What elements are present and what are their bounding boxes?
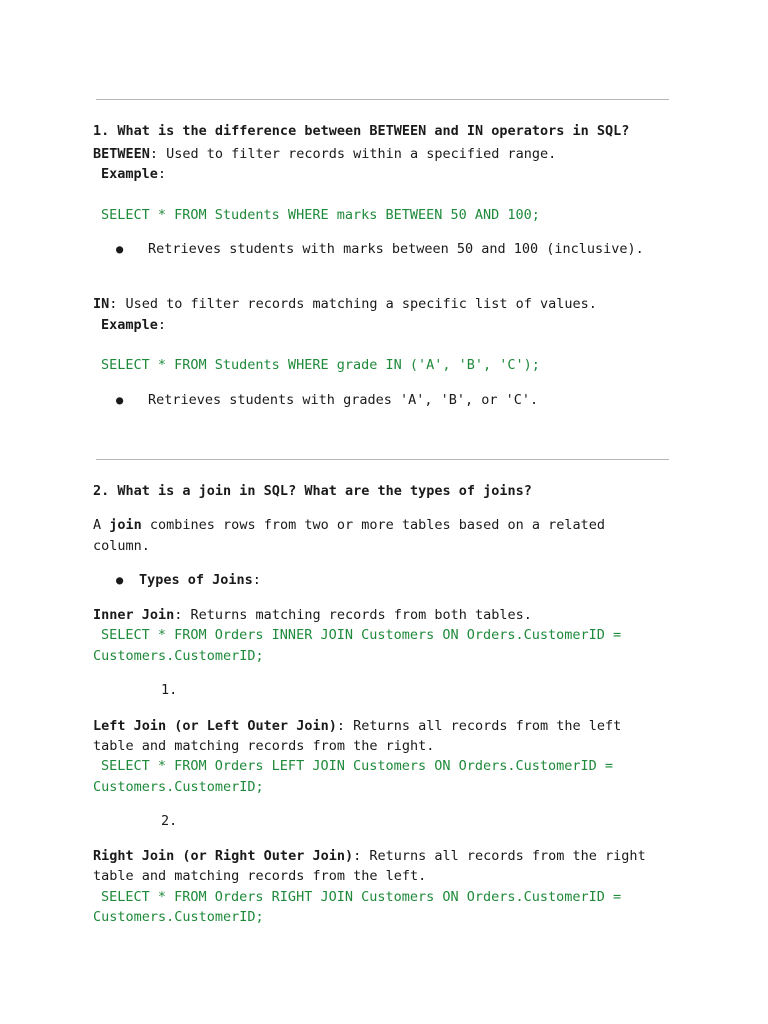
join-intro-line2: column. — [93, 538, 150, 554]
inner-join-code-line1: SELECT * FROM Orders INNER JOIN Customers ON Orders.CustomerID = — [101, 627, 622, 643]
right-join-desc-line2: table and matching records from the left. — [93, 868, 427, 884]
bullet-icon: ● — [116, 242, 124, 256]
types-of-joins — [139, 570, 261, 590]
join-intro-line1 — [93, 515, 605, 535]
in-term: IN — [93, 296, 110, 312]
right-join-code-line1: SELECT * FROM Orders RIGHT JOIN Customers ON Orders.CustomerID = — [101, 889, 622, 905]
divider-top — [96, 99, 669, 100]
join-intro-post: combines rows from two or more tables based on a related — [141, 517, 606, 533]
between-bullet-text: Retrieves students with marks between 50 and 100 (inclusive). — [148, 241, 644, 257]
types-label: Types of Joins — [139, 572, 253, 588]
left-join-code-line1: SELECT * FROM Orders LEFT JOIN Customers ON Orders.CustomerID = — [101, 758, 614, 774]
right-join-desc: : Returns all records from the right — [353, 848, 646, 864]
bullet-icon: ● — [116, 573, 124, 587]
in-code: SELECT * FROM Students WHERE grade IN ('A', 'B', 'C'); — [101, 357, 540, 373]
between-definition — [93, 144, 556, 164]
in-desc: : Used to filter records matching a specific list of values. — [109, 296, 597, 312]
bullet-icon: ● — [116, 393, 124, 407]
example-label: Example — [101, 166, 158, 182]
left-join-definition — [93, 716, 621, 736]
list-number-2: 2. — [161, 813, 178, 829]
join-term: join — [109, 517, 142, 533]
between-term: BETWEEN — [93, 146, 150, 162]
between-example-label — [101, 164, 166, 184]
right-join-definition — [93, 846, 646, 866]
inner-join-term: Inner Join — [93, 607, 175, 623]
example-label: Example — [101, 317, 158, 333]
in-definition — [93, 294, 597, 314]
left-join-desc: : Returns all records from the left — [336, 718, 622, 734]
example-colon: : — [157, 317, 167, 333]
in-bullet-text: Retrieves students with grades 'A', 'B', or 'C'. — [148, 392, 539, 408]
in-example-label — [101, 315, 166, 335]
types-colon: : — [252, 572, 261, 588]
left-join-code-line2: Customers.CustomerID; — [93, 779, 264, 795]
divider-middle — [96, 459, 669, 460]
question-2-title: 2. What is a join in SQL? What are the types of joins? — [93, 483, 532, 499]
left-join-term: Left Join (or Left Outer Join) — [93, 718, 337, 734]
list-number-1: 1. — [161, 682, 178, 698]
inner-join-code-line2: Customers.CustomerID; — [93, 648, 264, 664]
left-join-desc-line2: table and matching records from the right. — [93, 738, 435, 754]
between-code: SELECT * FROM Students WHERE marks BETWEEN 50 AND 100; — [101, 207, 540, 223]
join-intro-pre: A — [93, 517, 110, 533]
inner-join-desc: : Returns matching records from both tables. — [174, 607, 532, 623]
between-desc: : Used to filter records within a specified range. — [149, 146, 557, 162]
inner-join-definition — [93, 605, 532, 625]
question-1-title: 1. What is the difference between BETWEEN and IN operators in SQL? — [93, 123, 630, 139]
right-join-code-line2: Customers.CustomerID; — [93, 909, 264, 925]
example-colon: : — [157, 166, 167, 182]
right-join-term: Right Join (or Right Outer Join) — [93, 848, 354, 864]
